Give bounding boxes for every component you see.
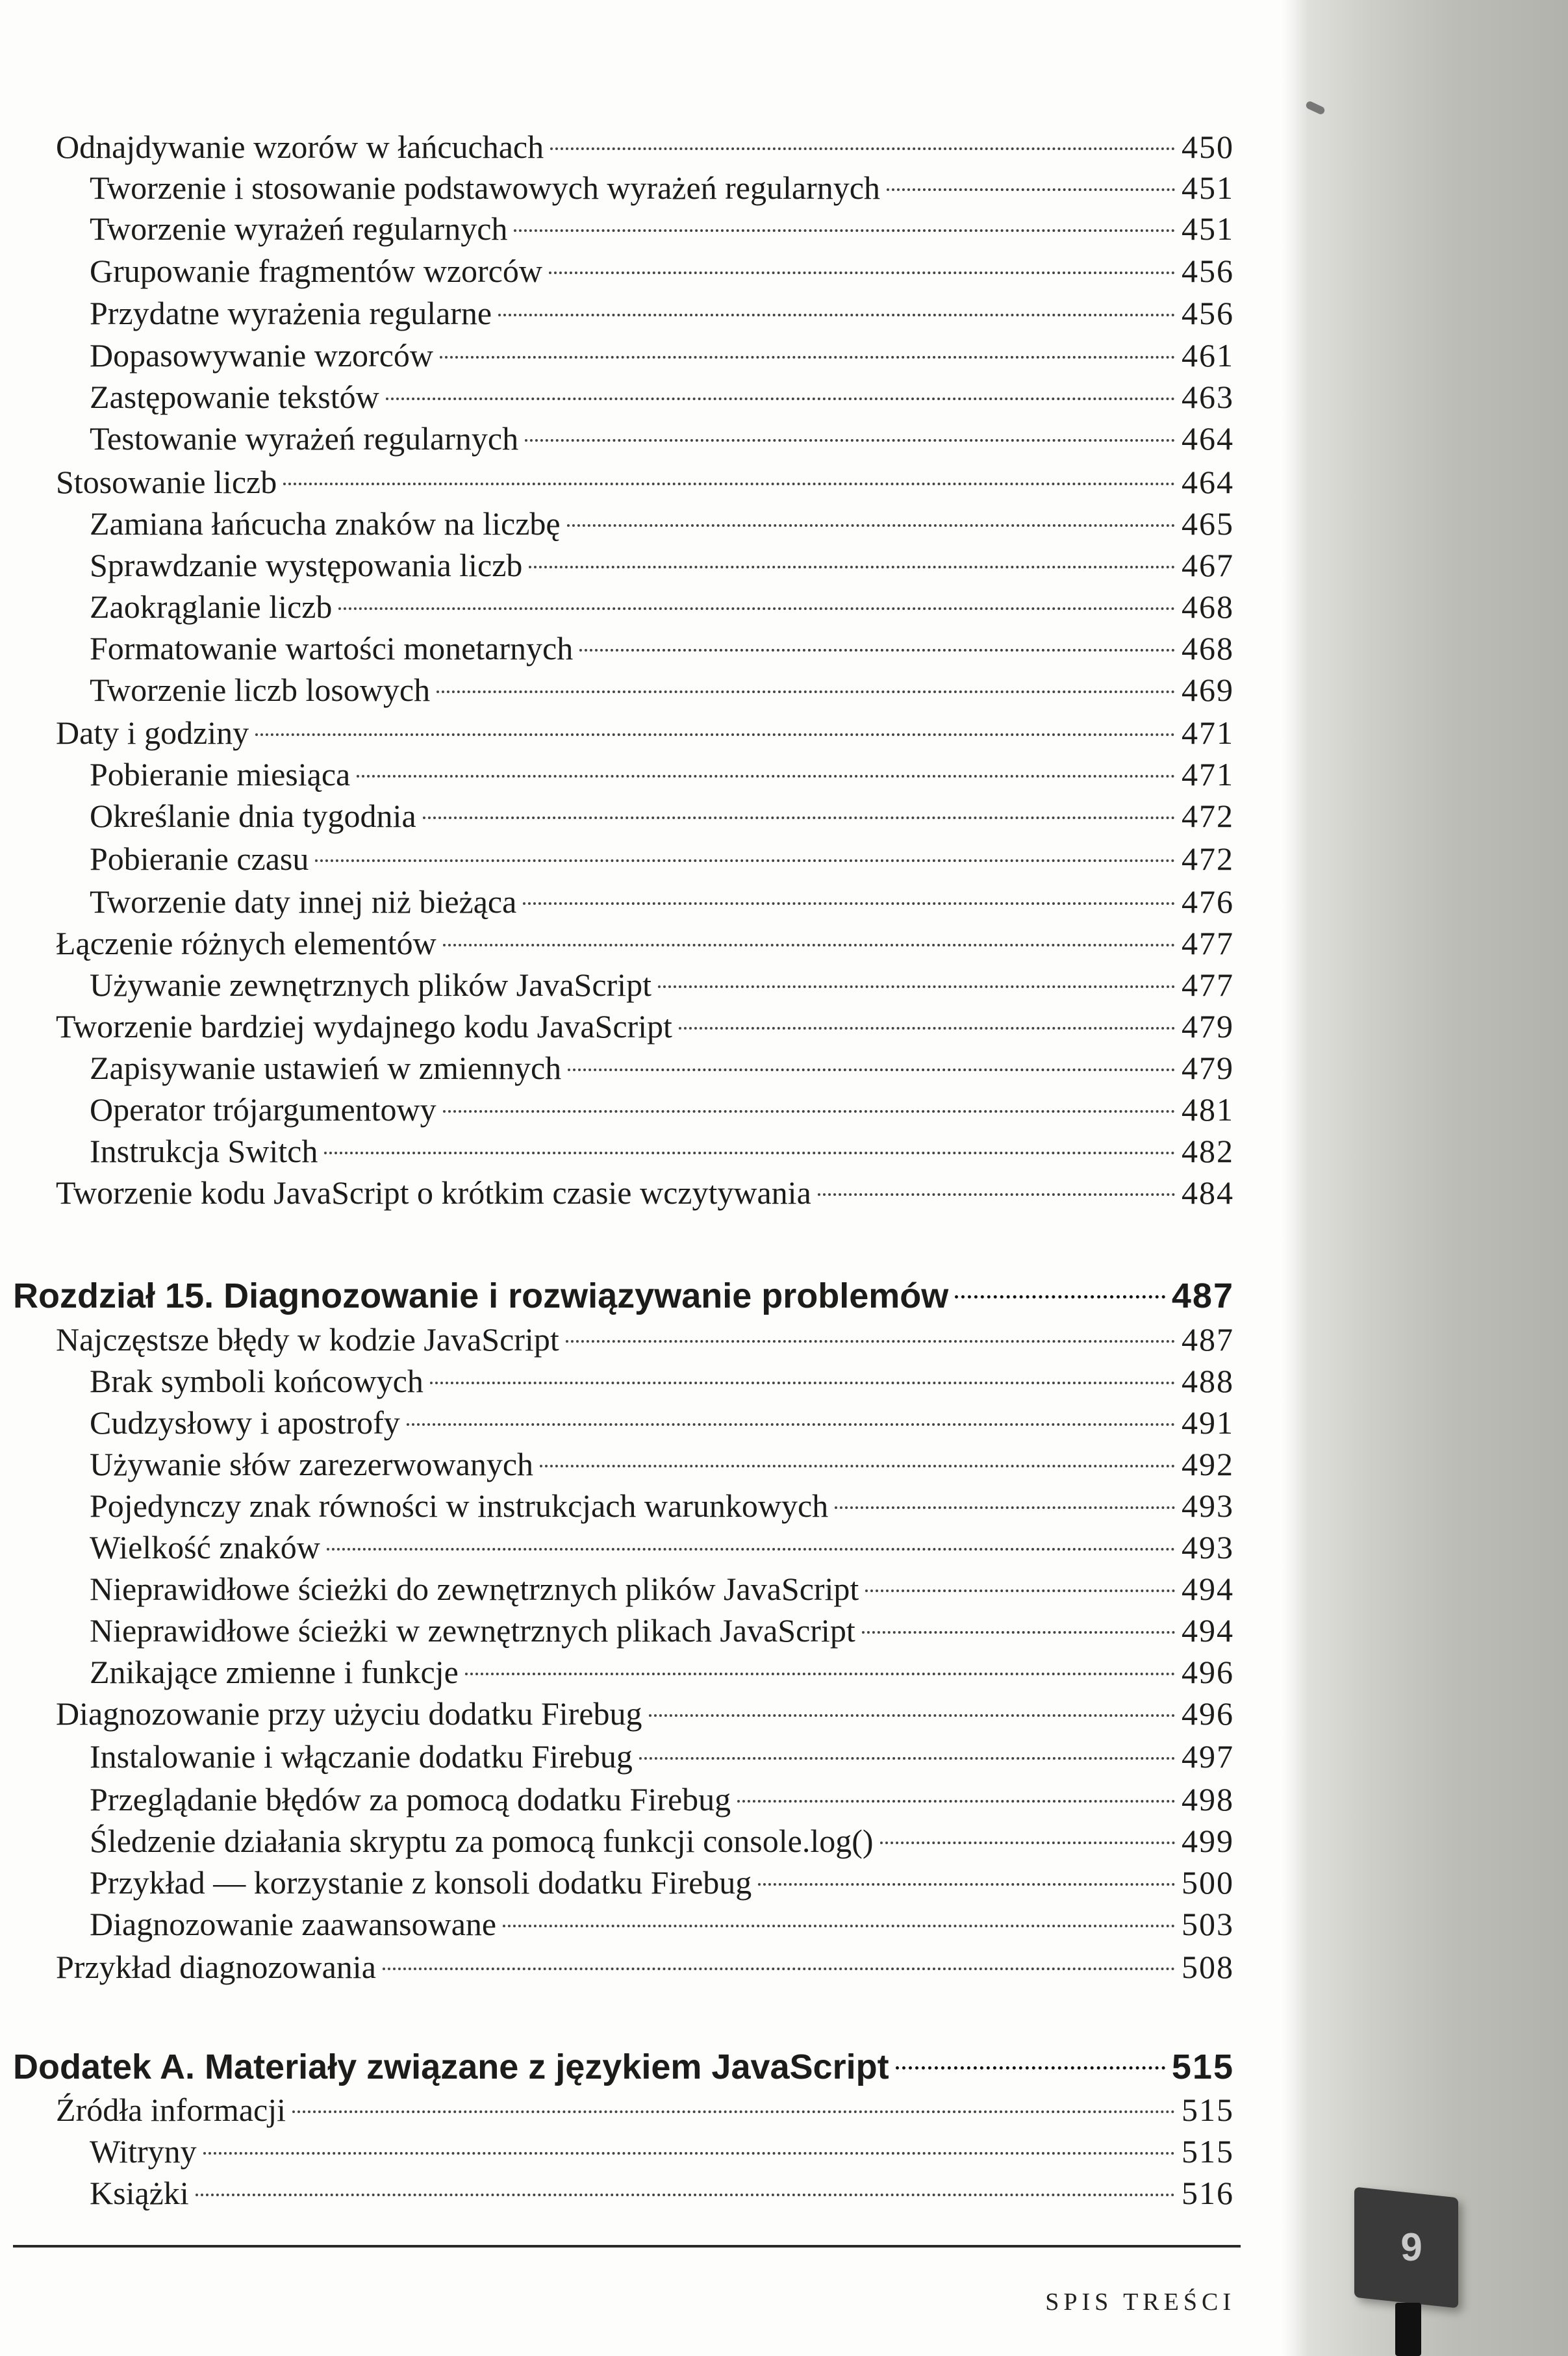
toc-title: Daty i godziny (56, 715, 249, 751)
toc-leader-dots (338, 607, 1175, 610)
toc-title: Pobieranie czasu (90, 841, 309, 877)
toc-page-number: 451 (1182, 210, 1234, 247)
toc-subsection[interactable] (90, 250, 1234, 292)
toc-leader-dots (514, 229, 1175, 232)
toc-title: Tworzenie daty innej niż bieżąca (90, 883, 517, 920)
toc-title: Tworzenie i stosowanie podstawowych wyrażeń regularnych (90, 170, 880, 206)
toc-subsection[interactable] (90, 1089, 1234, 1130)
toc-title: Formatowanie wartości monetarnych (90, 630, 574, 666)
toc-page-number: 479 (1182, 1008, 1234, 1045)
toc-page-number: 464 (1182, 420, 1234, 457)
toc-title: Pojedynczy znak równości w instrukcjach warunkowych (90, 1488, 829, 1524)
toc-leader-dots (255, 733, 1175, 736)
toc-title: Zamiana łańcucha znaków na liczbę (90, 505, 561, 542)
toc-leader-dots (430, 1382, 1175, 1384)
toc-leader-dots (283, 483, 1175, 485)
toc-page-number: 493 (1182, 1488, 1234, 1524)
toc-title: Używanie słów zarezerwowanych (90, 1446, 534, 1482)
toc-page-number: 451 (1182, 170, 1234, 206)
toc-subsection[interactable] (90, 1526, 1234, 1568)
toc-title: Odnajdywanie wzorów w łańcuchach (56, 129, 544, 165)
toc-title: Instrukcja Switch (90, 1133, 318, 1169)
toc-title: Sprawdzanie występowania liczb (90, 547, 523, 583)
toc-title: Testowanie wyrażeń regularnych (90, 420, 519, 457)
toc-section[interactable] (56, 1319, 1234, 1360)
toc-title: Śledzenie działania skryptu za pomocą funkcji console.log() (90, 1823, 874, 1859)
toc-title: Zapisywanie ustawień w zmiennych (90, 1050, 562, 1086)
toc-leader-dots (579, 649, 1175, 652)
toc-title: Cudzysłowy i apostrofy (90, 1404, 400, 1441)
toc-title: Tworzenie bardziej wydajnego kodu JavaScript (56, 1008, 672, 1045)
toc-leader-dots (407, 1423, 1175, 1426)
toc-leader-dots (440, 356, 1175, 359)
toc-title: Stosowanie liczb (56, 464, 277, 500)
toc-subsection[interactable] (90, 1047, 1234, 1089)
toc-leader-dots (503, 1925, 1175, 1927)
footer-rule (13, 2245, 1241, 2248)
toc-leader-dots (196, 2194, 1175, 2196)
toc-page-number: 461 (1182, 337, 1234, 374)
toc-leader-dots (540, 1465, 1175, 1467)
page-gutter-shadow (1282, 0, 1568, 2356)
toc-section[interactable] (56, 1693, 1234, 1734)
toc-section[interactable] (56, 1006, 1234, 1047)
toc-page-number: 515 (1182, 2133, 1234, 2170)
toc-page-number: 471 (1182, 756, 1234, 792)
toc-subsection[interactable] (90, 1130, 1234, 1172)
toc-page-number: 496 (1182, 1654, 1234, 1690)
toc-leader-dots (203, 2152, 1175, 2155)
toc-leader-dots (679, 1027, 1175, 1030)
toc-page-number: 497 (1182, 1738, 1234, 1775)
toc-page-number: 456 (1182, 295, 1234, 331)
toc-leader-dots (758, 1883, 1175, 1886)
toc-subsection[interactable] (90, 627, 1234, 669)
toc-title: Znikające zmienne i funkcje (90, 1654, 459, 1690)
toc-subsection[interactable] (90, 1443, 1234, 1485)
toc-leader-dots (525, 439, 1175, 442)
toc-subsection[interactable] (90, 795, 1234, 837)
toc-title: Tworzenie liczb losowych (90, 672, 431, 708)
toc-subsection[interactable] (90, 1862, 1234, 1903)
toc-title: Najczęstsze błędy w kodzie JavaScript (56, 1321, 559, 1358)
toc-page-number: 516 (1182, 2175, 1234, 2211)
toc-leader-dots (737, 1800, 1175, 1803)
toc-leader-dots (955, 1295, 1165, 1298)
toc-page-number: 500 (1182, 1864, 1234, 1901)
toc-title: Rozdział 15. Diagnozowanie i rozwiązywanie problemów (13, 1276, 949, 1315)
toc-page-number: 487 (1182, 1321, 1234, 1358)
toc-leader-dots (567, 524, 1175, 527)
toc-leader-dots (835, 1506, 1175, 1509)
toc-leader-dots (529, 566, 1175, 568)
toc-page-number: 450 (1182, 129, 1234, 165)
toc-title: Tworzenie kodu JavaScript o krótkim czasie wczytywania (56, 1174, 811, 1211)
toc-subsection[interactable] (90, 503, 1234, 544)
toc-section[interactable] (56, 126, 1234, 168)
toc-subsection[interactable] (90, 335, 1234, 376)
toc-title: Nieprawidłowe ścieżki w zewnętrznych plikach JavaScript (90, 1612, 855, 1649)
toc-subsection[interactable] (90, 208, 1234, 249)
toc-page-number: 481 (1182, 1091, 1234, 1128)
toc-subsection[interactable] (90, 376, 1234, 418)
toc-page-number: 464 (1182, 464, 1234, 500)
toc-title: Wielkość znaków (90, 1529, 320, 1565)
toc-subsection[interactable] (90, 1736, 1234, 1777)
toc-page-number: 515 (1182, 2092, 1234, 2128)
toc-page-number: 472 (1182, 841, 1234, 877)
toc-page-number: 463 (1182, 379, 1234, 415)
toc-page-number: 465 (1182, 505, 1234, 542)
toc-leader-dots (386, 398, 1175, 400)
toc-subsection[interactable] (90, 1568, 1234, 1610)
toc-leader-dots (465, 1673, 1175, 1675)
toc-page-number: 515 (1171, 2047, 1234, 2086)
toc-leader-dots (443, 1110, 1175, 1113)
toc-page-number: 469 (1182, 672, 1234, 708)
toc-leader-dots (550, 147, 1175, 150)
toc-subsection[interactable] (90, 1779, 1234, 1820)
toc-subsection[interactable] (90, 418, 1234, 459)
toc-subsection[interactable] (90, 167, 1234, 209)
toc-section[interactable] (56, 2089, 1234, 2131)
toc-title: Określanie dnia tygodnia (90, 798, 416, 834)
toc-title: Diagnozowanie przy użyciu dodatku Firebug (56, 1695, 642, 1732)
toc-title: Tworzenie wyrażeń regularnych (90, 210, 508, 247)
toc-page-number: 467 (1182, 547, 1234, 583)
toc-title: Przydatne wyrażenia regularne (90, 295, 492, 331)
toc-leader-dots (896, 2066, 1165, 2070)
toc-page-number: 494 (1182, 1571, 1234, 1607)
toc-page-number: 508 (1182, 1949, 1234, 1985)
toc-page-number: 492 (1182, 1446, 1234, 1482)
toc-leader-dots (436, 690, 1175, 693)
toc-title: Diagnozowanie zaawansowane (90, 1906, 497, 1942)
toc-leader-dots (423, 817, 1175, 819)
page-number: 9 (1400, 2225, 1423, 2269)
toc-title: Dopasowywanie wzorców (90, 337, 434, 374)
toc-section[interactable] (56, 461, 1234, 503)
toc-subsection[interactable] (90, 1485, 1234, 1526)
toc-title: Operator trójargumentowy (90, 1091, 436, 1128)
toc-page-number: 482 (1182, 1133, 1234, 1169)
toc-title: Źródła informacji (56, 2092, 286, 2128)
toc-subsection[interactable] (90, 544, 1234, 586)
toc-title: Przeglądanie błędów za pomocą dodatku Firebug (90, 1781, 731, 1818)
toc-leader-dots (549, 272, 1175, 274)
toc-title: Grupowanie fragmentów wzorców (90, 253, 542, 289)
section-label: SPIS TREŚCI (1045, 2288, 1235, 2316)
toc-subsection[interactable] (90, 2131, 1234, 2172)
toc-leader-dots (383, 1968, 1175, 1970)
toc-subsection[interactable] (90, 669, 1234, 711)
toc-page-number: 468 (1182, 589, 1234, 625)
toc-leader-dots (357, 775, 1175, 778)
toc-page-number: 487 (1171, 1276, 1234, 1315)
toc-title: Przykład — korzystanie z konsoli dodatku Firebug (90, 1864, 752, 1901)
toc-subsection[interactable] (90, 1651, 1234, 1693)
toc-page-number: 472 (1182, 798, 1234, 834)
toc-subsection[interactable] (90, 838, 1234, 880)
toc-subsection[interactable] (90, 1360, 1234, 1402)
toc-leader-dots (523, 902, 1175, 905)
toc-page-number: 494 (1182, 1612, 1234, 1649)
toc-section[interactable] (56, 1946, 1234, 1988)
toc-title: Łączenie różnych elementów (56, 925, 436, 961)
toc-page-number: 493 (1182, 1529, 1234, 1565)
toc-subsection[interactable] (90, 1610, 1234, 1651)
toc-page-number: 477 (1182, 925, 1234, 961)
toc-title: Książki (90, 2175, 189, 2211)
toc-title: Pobieranie miesiąca (90, 756, 351, 792)
toc-page-number: 498 (1182, 1781, 1234, 1818)
toc-chapter[interactable] (13, 2044, 1234, 2090)
toc-leader-dots (658, 985, 1175, 988)
toc-page-number: 477 (1182, 967, 1234, 1003)
toc-title: Zaokrąglanie liczb (90, 589, 333, 625)
toc-title: Zastępowanie tekstów (90, 379, 379, 415)
toc-leader-dots (498, 314, 1175, 316)
toc-page-number: 484 (1182, 1174, 1234, 1211)
toc-leader-dots (865, 1590, 1175, 1592)
toc-section[interactable] (56, 1172, 1234, 1213)
toc-subsection[interactable] (90, 1402, 1234, 1443)
toc-section[interactable] (56, 922, 1234, 964)
toc-leader-dots (862, 1631, 1175, 1634)
toc-title: Używanie zewnętrznych plików JavaScript (90, 967, 651, 1003)
toc-title: Instalowanie i włączanie dodatku Firebug (90, 1738, 633, 1775)
toc-leader-dots (566, 1340, 1175, 1343)
toc-leader-dots (327, 1548, 1175, 1551)
toc-subsection[interactable] (90, 1820, 1234, 1862)
toc-page-number: 479 (1182, 1050, 1234, 1086)
toc-page-number: 488 (1182, 1363, 1234, 1399)
toc-subsection[interactable] (90, 964, 1234, 1006)
toc-section[interactable] (56, 712, 1234, 754)
toc-leader-dots (887, 188, 1175, 191)
toc-title: Nieprawidłowe ścieżki do zewnętrznych plików JavaScript (90, 1571, 859, 1607)
toc-page-number: 496 (1182, 1695, 1234, 1732)
toc-title: Witryny (90, 2133, 197, 2170)
toc-page-number: 456 (1182, 253, 1234, 289)
toc-leader-dots (568, 1069, 1175, 1071)
toc-subsection[interactable] (90, 2172, 1234, 2214)
toc-leader-dots (880, 1842, 1175, 1844)
toc-page-number: 476 (1182, 883, 1234, 920)
toc-leader-dots (443, 944, 1175, 946)
toc-leader-dots (818, 1193, 1175, 1196)
toc-page-number: 499 (1182, 1823, 1234, 1859)
toc-page-number: 503 (1182, 1906, 1234, 1942)
toc-subsection[interactable] (90, 586, 1234, 627)
toc-subsection[interactable] (90, 1903, 1234, 1945)
toc-subsection[interactable] (90, 754, 1234, 795)
toc-subsection[interactable] (90, 881, 1234, 922)
toc-chapter[interactable] (13, 1273, 1234, 1319)
toc-title: Dodatek A. Materiały związane z językiem JavaScript (13, 2047, 889, 2086)
page-tab-stem (1395, 2303, 1421, 2356)
toc-title: Brak symboli końcowych (90, 1363, 424, 1399)
toc-leader-dots (639, 1757, 1175, 1760)
toc-page-number: 471 (1182, 715, 1234, 751)
toc-page-number: 468 (1182, 630, 1234, 666)
toc-page-number: 491 (1182, 1404, 1234, 1441)
toc-leader-dots (315, 859, 1175, 862)
toc-subsection[interactable] (90, 292, 1234, 334)
toc-title: Przykład diagnozowania (56, 1949, 376, 1985)
toc-leader-dots (292, 2110, 1175, 2113)
toc-leader-dots (649, 1714, 1175, 1717)
toc-leader-dots (324, 1152, 1175, 1154)
